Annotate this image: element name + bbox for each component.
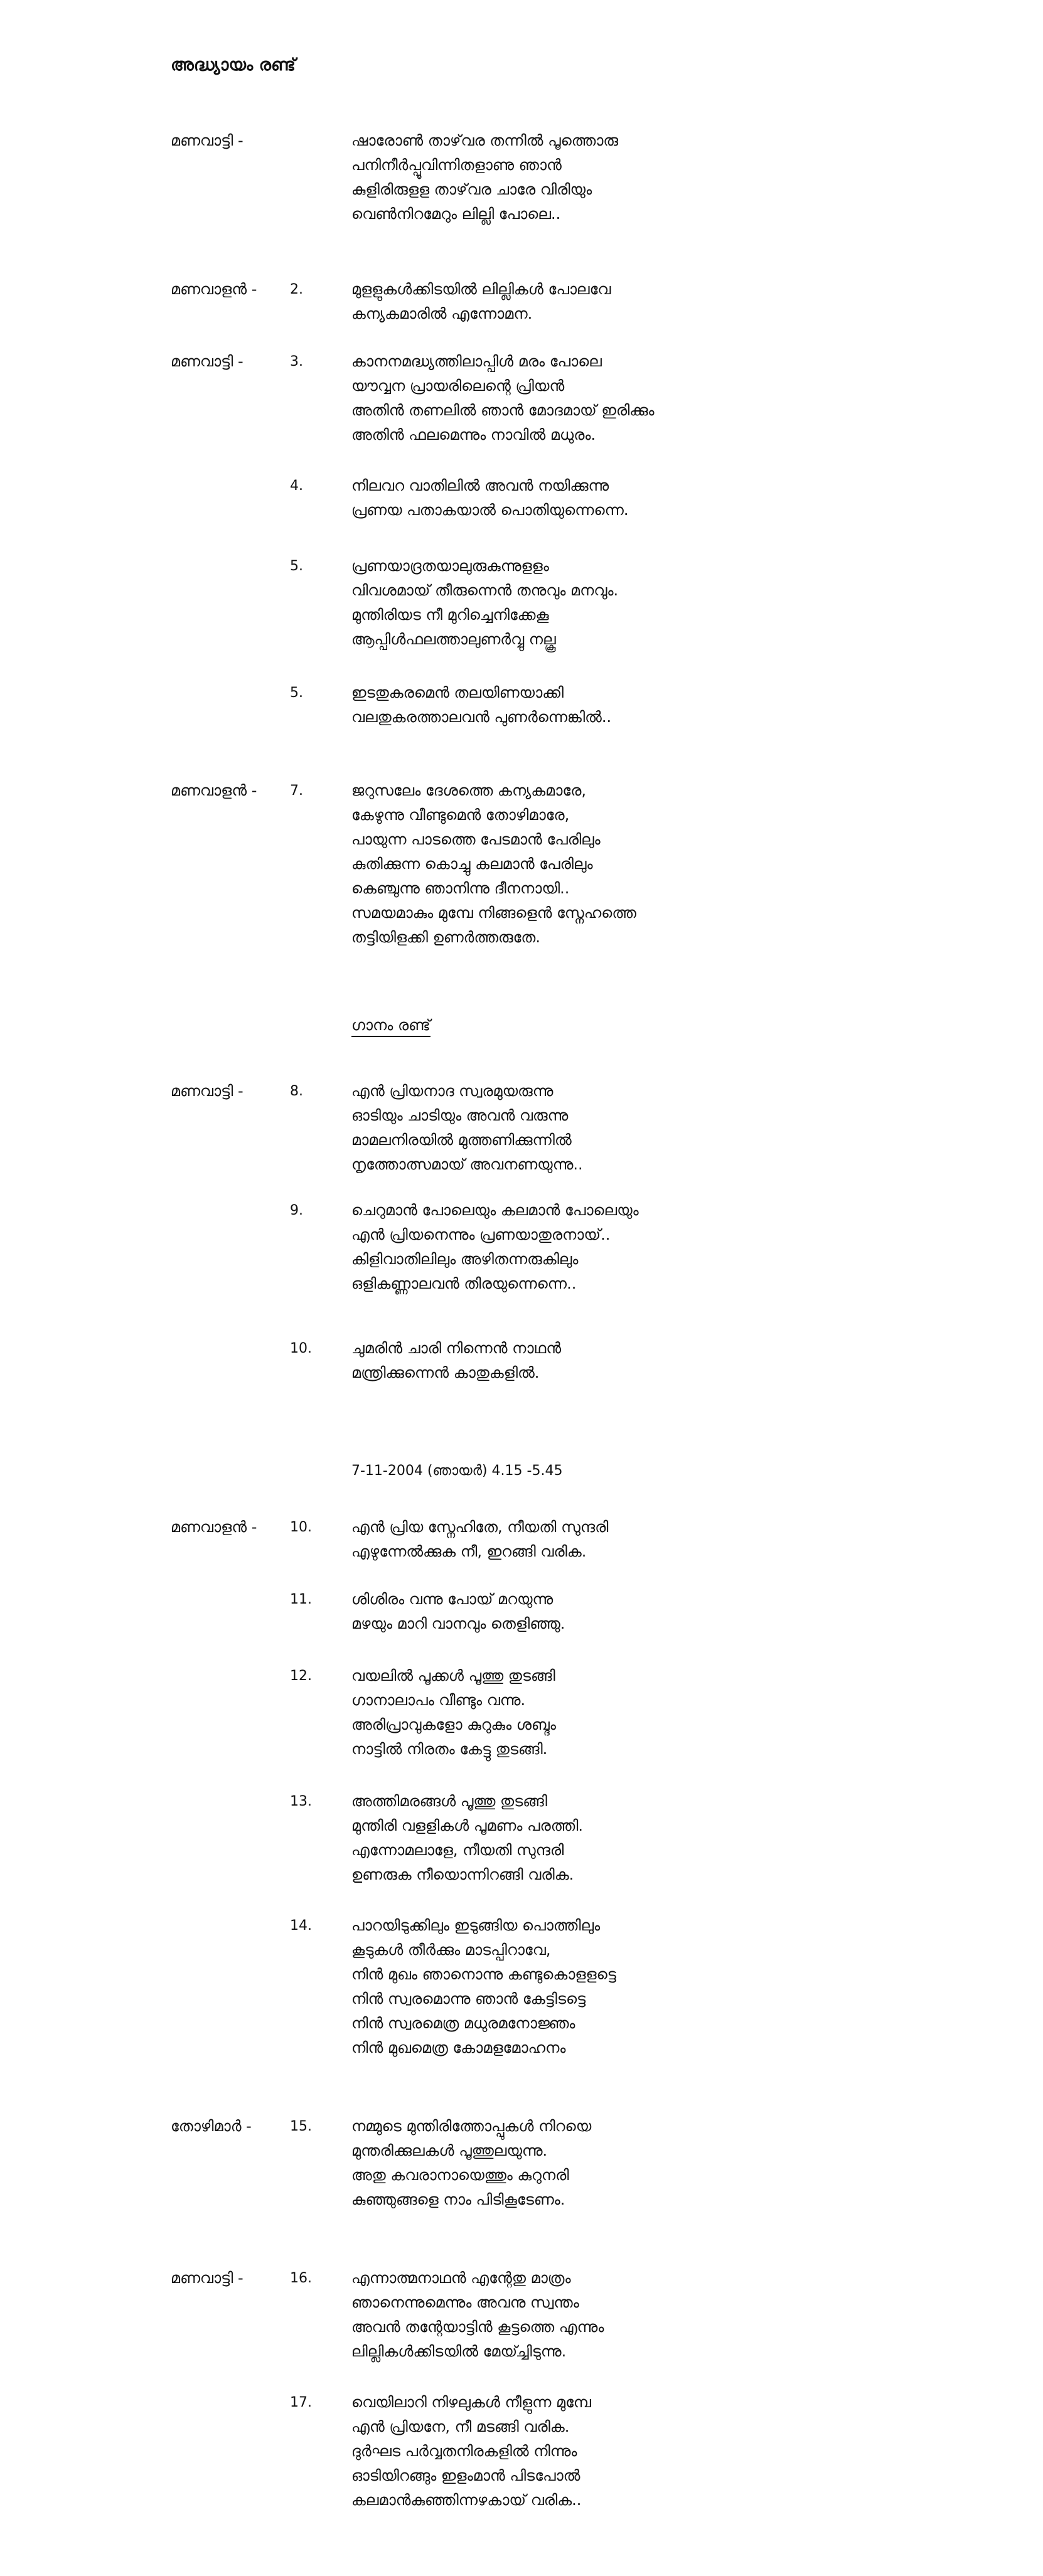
verse-line: കാനനമദ്ധ്യത്തിലാപ്പിൾ മരം പോലെ [351,353,602,370]
verse-line: കൂടുകൾ തീർക്കും മാടപ്പിറാവേ, [351,1941,551,1959]
verse-number: 16. [290,2270,312,2286]
verse-line: വയലിൽ പൂക്കൾ പൂത്തു തുടങ്ങി [351,1667,555,1685]
verse-line: കിളിവാതിലിലും അഴിതന്നരുകിലും [351,1250,579,1268]
verse-line: ഓടിയിറങ്ങും ഇളംമാൻ പിടപോൽ [351,2467,580,2484]
verse-lines [351,1336,561,1385]
verse-line: കെഞ്ചുന്നു ഞാനിന്നു ദീനനായി.. [351,880,570,897]
verse-lines [351,1789,583,1887]
verse-line: ഉണരുക നീയൊന്നിറങ്ങി വരിക. [351,1866,574,1883]
verse-number: 11. [290,1592,312,1607]
verse-line: എന്നാത്മനാഥൻ എന്റേതു മാത്രം [351,2269,571,2287]
verse-line: കുഞ്ഞുങ്ങളെ നാം പിടികൂടേണം. [351,2191,565,2208]
verse-line: വിവശമായ് തീരുന്നെൻ തനുവും മനവും. [351,582,619,599]
verse-line: പാറയിടുക്കിലും ഇടുങ്ങിയ പൊത്തിലും [351,1917,601,1934]
verse-lines [351,277,611,326]
verse-line: ഞാനെന്നുമെന്നും അവനു സ്വന്തം [351,2294,579,2311]
verse-line: വെയിലാറി നിഴലുകൾ നീളുന്ന മുമ്പേ [351,2393,591,2411]
verse-line: മുന്തിരി വളളികൾ പൂമണം പരത്തി. [351,1817,584,1834]
verse-number: 13. [290,1794,312,1809]
verse-lines [351,2390,591,2513]
song-title: ഗാനം രണ്ട് [351,1016,431,1037]
verse-number: 17. [290,2395,312,2410]
verse-line: അതിൻ തണലിൽ ഞാൻ മോദമായ് ഇരിക്കും [351,402,655,419]
verse-lines [351,2266,604,2364]
verse-line: നിൻ മുഖം ഞാനൊന്നു കണ്ടുകൊളളട്ടെ [351,1966,616,1983]
verse-number: 10. [290,1520,312,1535]
verse-number: 12. [290,1668,312,1684]
verse-line: എന്നോമലാളേ, നീയതി സുന്ദരി [351,1841,564,1859]
verse-lines [351,1079,583,1177]
verse-line: ജറുസലേം ദേശത്തെ കന്യകമാരേ, [351,782,587,799]
verse-line: മുന്തിരിയട നീ മുറിച്ചെനിക്കേകൂ [351,606,549,624]
speaker-label: മണവാട്ടി - [171,2269,243,2287]
verse-number: 15. [290,2119,312,2134]
speaker-label: മണവാളൻ - [171,782,257,799]
verse-lines [351,349,655,447]
verse-number: 8. [290,1083,303,1099]
verse-line: യൗവ്വന പ്രായരിലെന്റെ പ്രിയൻ [351,377,565,395]
verse-lines [351,474,629,523]
verse-number: 9. [290,1203,303,1218]
verse-line: ലില്ലികൾക്കിടയിൽ മേയ്ച്ചിടുന്നു. [351,2343,567,2360]
verse-line: നാട്ടിൽ നിരതം കേട്ടു തുടങ്ങി. [351,1740,548,1758]
speaker-label: മണവാളൻ - [171,280,257,298]
verse-number: 4. [290,478,303,494]
verse-number: 14. [290,1918,312,1934]
verse-lines [351,129,618,226]
verse-lines [351,681,611,730]
verse-line: ചുമരിൻ ചാരി നിന്നെൻ നാഥൻ [351,1339,562,1357]
verse-line: ദുർഘട പർവ്വതനിരകളിൽ നിന്നും [351,2442,577,2460]
verse-line: കുതിക്കുന്ന കൊച്ചു കലമാൻ പേരിലും [351,855,593,873]
verse-line: നിൻ സ്വരമെത്ര മധുരമനോജ്ഞം [351,2014,575,2032]
verse-line: ഇടതുകരമെൻ തലയിണയാക്കി [351,684,564,701]
verse-line: പ്രണയാദ്രതയാലുരുകുന്നുളളം [351,557,549,575]
verse-line: എൻ പ്രിയനെന്നും പ്രണയാതുരനായ്.. [351,1226,611,1243]
verse-line: നിൻ സ്വരമൊന്നു ഞാൻ കേട്ടിടട്ടെ [351,1990,586,2008]
verse-line: മന്ത്രിക്കുന്നെൻ കാതുകളിൽ. [351,1364,540,1381]
verse-line: വെൺനിറമേറും ലില്ലി പോലെ.. [351,205,561,223]
verse-line: ശിശിരം വന്നു പോയ് മറയുന്നു [351,1590,554,1608]
verse-lines [351,1664,556,1762]
verse-line: പനിനീർപ്പൂവിന്നിതളാണു ഞാൻ [351,156,562,174]
verse-line: ചെറുമാൻ പോലെയും കലമാൻ പോലെയും [351,1201,639,1219]
verse-number: 10. [290,1341,312,1356]
verse-line: കലമാൻകുഞ്ഞിന്നഴകായ് വരിക.. [351,2491,582,2509]
verse-lines [351,1587,565,1636]
verse-line: ഷാരോൺ താഴ്‌വര തന്നിൽ പൂത്തൊരു [351,132,619,149]
verse-line: ഗാനാലാപം വീണ്ടും വന്നു. [351,1691,526,1709]
speaker-label: മണവാട്ടി - [171,132,243,149]
verse-line: കുളിരിരുളള താഴ്‌വര ചാരേ വിരിയും [351,181,592,198]
verse-number: 7. [290,783,303,799]
verse-line: കന്യകമാരിൽ എന്നോമന. [351,305,533,322]
speaker-label: മണവാളൻ - [171,1518,257,1536]
verse-line: നമ്മുടെ മുന്തിരിത്തോപ്പുകൾ നിറയെ [351,2117,592,2135]
verse-number: 5. [290,685,303,701]
verse-number: 3. [290,354,303,370]
verse-line: മാമലനിരയിൽ മുത്തണിക്കുന്നിൽ [351,1131,572,1149]
verse-lines [351,1515,609,1564]
verse-line: ഒളികണ്ണാലവൻ തിരയുന്നെന്നെ.. [351,1275,577,1292]
verse-lines [351,779,636,950]
verse-lines [351,1198,639,1296]
verse-number: 2. [290,282,303,297]
chapter-title: അദ്ധ്യായം രണ്ട് [171,55,296,75]
verse-lines [351,2114,591,2212]
verse-line: ആപ്പിൾഫലത്താലുണർവ്വു നല്കൂ [351,631,556,648]
speaker-label: തോഴിമാർ - [171,2117,252,2135]
verse-line: നൃത്തോത്സമായ് അവനണയുന്നു.. [351,1156,583,1173]
verse-line: പായുന്ന പാടത്തെ പേടമാൻ പേരിലും [351,831,601,848]
verse-lines [351,554,618,652]
verse-line: നിൻ മുഖമെത്ര കോമളമോഹനം [351,2039,566,2057]
verse-line: എൻ പ്രിയനാദ സ്വരമുയരുന്നു [351,1082,554,1100]
speaker-label: മണവാട്ടി - [171,353,243,370]
verse-line: കേഴുന്നു വീണ്ടുമെൻ തോഴിമാരേ, [351,806,570,824]
verse-line: എഴുന്നേൽക്കുക നീ, ഇറങ്ങി വരിക. [351,1543,587,1560]
verse-line: തട്ടിയിളക്കി ഉണർത്തരുതേ. [351,929,540,946]
verse-line: വലതുകരത്താലവൻ പുണർന്നെങ്കിൽ.. [351,708,612,726]
verse-line: എൻ പ്രിയനേ, നീ മടങ്ങി വരിക. [351,2418,570,2435]
verse-line: നിലവറ വാതിലിൽ അവൻ നയിക്കുന്നു [351,477,609,494]
session-date: 7-11-2004 (ഞായർ) 4.15 -5.45 [351,1463,563,1479]
verse-number: 5. [290,558,303,574]
verse-line: മുന്തരിക്കുലകൾ പൂത്തുലയുന്നു. [351,2142,548,2159]
verse-line: അവൻ തന്റേയാട്ടിൻ കൂട്ടത്തെ എന്നും [351,2318,604,2336]
verse-line: സമയമാകും മുമ്പേ നിങ്ങളെൻ സ്നേഹത്തെ [351,904,636,922]
verse-line: അത്തിമരങ്ങൾ പൂത്തു തുടങ്ങി [351,1792,547,1810]
verse-line: മുളളുകൾക്കിടയിൽ ലില്ലികൾ പോലവേ [351,280,611,298]
verse-line: പ്രണയ പതാകയാൽ പൊതിയുന്നെന്നെ. [351,501,629,519]
verse-line: അരിപ്രാവുകളോ കുറുകും ശബ്ദം [351,1716,556,1733]
verse-line: എൻ പ്രിയ സ്നേഹിതേ, നീയതി സുന്ദരി [351,1518,609,1536]
verse-line: മഴയും മാറി വാനവും തെളിഞ്ഞു. [351,1615,565,1632]
verse-line: അതു കവരാനായെത്തും കുറുനരി [351,2166,569,2184]
speaker-label: മണവാട്ടി - [171,1082,243,1100]
verse-line: ഓടിയും ചാടിയും അവൻ വരുന്നു [351,1107,569,1124]
verse-lines [351,1913,616,2060]
verse-line: അതിൻ ഫലമെന്നും നാവിൽ മധുരം. [351,426,596,444]
